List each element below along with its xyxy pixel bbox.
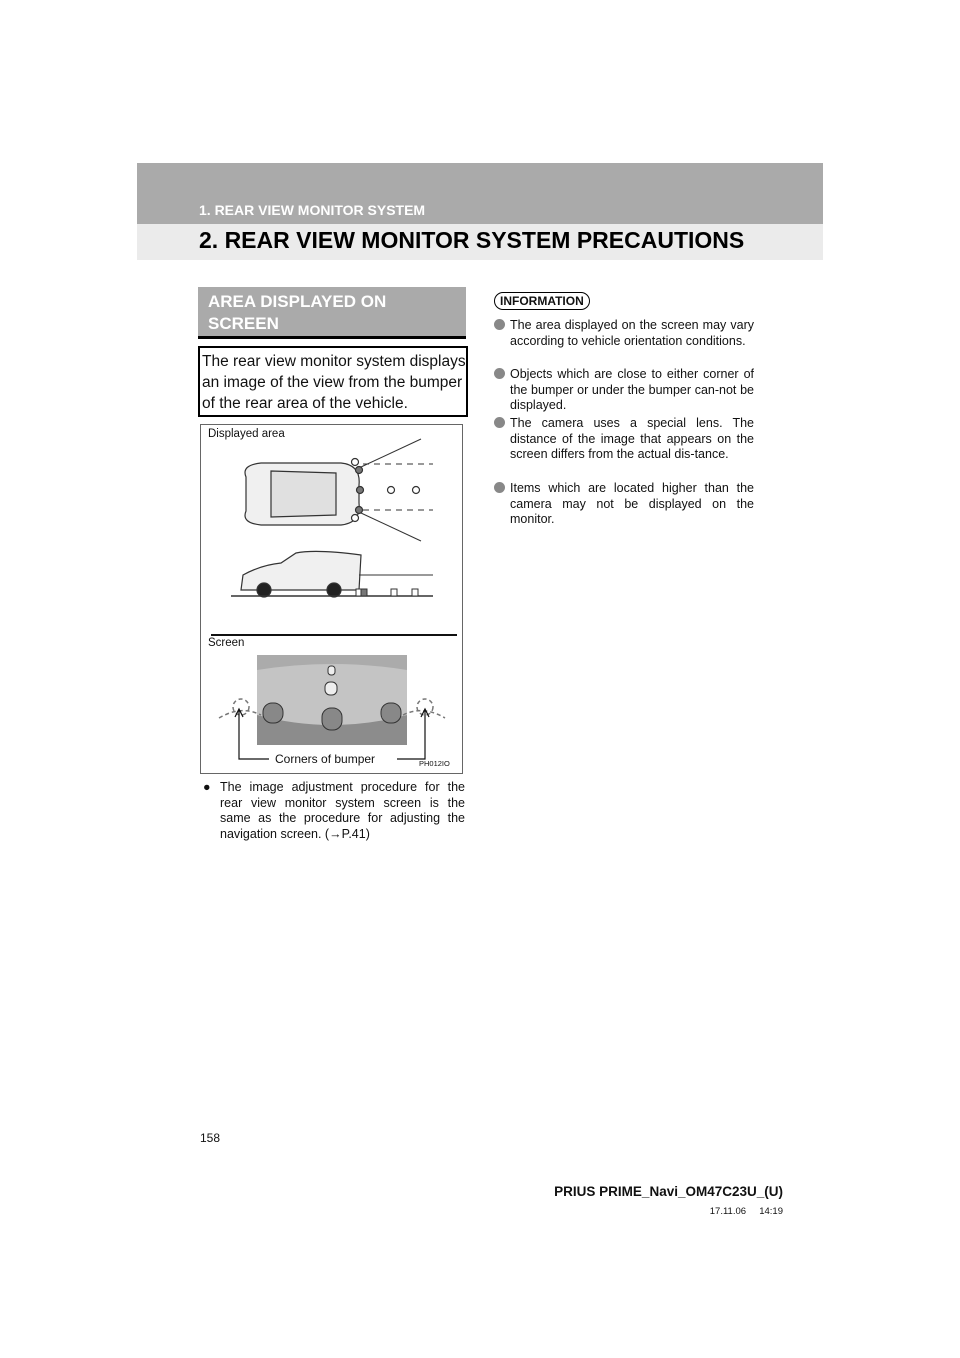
car-top-view bbox=[245, 463, 359, 525]
bullet-icon bbox=[494, 368, 505, 379]
timestamp: 17.11.06 14:19 bbox=[709, 1206, 783, 1217]
page-title: 2. REAR VIEW MONITOR SYSTEM PRECAUTIONS bbox=[199, 227, 745, 253]
section-title: 1. REAR VIEW MONITOR SYSTEM bbox=[199, 202, 426, 218]
view-lines bbox=[361, 439, 433, 541]
summary-box: The rear view monitor system displays an image of the view from the bumper of the rear area of the vehicle. bbox=[198, 346, 468, 417]
monitor-screen bbox=[219, 655, 445, 745]
information-label: INFORMATION bbox=[494, 292, 590, 310]
displayed-area-label: Displayed area bbox=[208, 428, 285, 440]
adjustment-note-text: The image adjustment procedure for the rear view monitor system screen is the same as the procedure for adjusting the navigation screen. (→P.41) bbox=[220, 780, 465, 841]
adjustment-note bbox=[203, 780, 465, 842]
screen-label: Screen bbox=[208, 637, 245, 649]
bullet-icon bbox=[494, 319, 505, 330]
area-heading: AREA DISPLAYED ON SCREEN bbox=[208, 292, 387, 333]
bullet-icon bbox=[494, 417, 505, 428]
marker-circles bbox=[352, 459, 420, 522]
page-number: 158 bbox=[200, 1131, 221, 1145]
document-id: PRIUS PRIME_Navi_OM47C23U_(U) bbox=[554, 1184, 783, 1199]
bullet-icon bbox=[494, 482, 505, 493]
info-item: Items which are located higher than the camera may not be displayed on the monitor. bbox=[494, 481, 754, 528]
car-side-view bbox=[241, 551, 361, 597]
area-heading-box bbox=[198, 287, 466, 339]
corners-of-bumper-label: Corners of bumper bbox=[275, 752, 376, 766]
displayed-area-figure bbox=[200, 424, 463, 774]
info-item: Objects which are close to either corner of the bumper or under the bumper can-not be displayed. bbox=[494, 367, 754, 414]
info-item: The camera uses a special lens. The distance of the image that appears on the screen differs from the actual dis-tance. bbox=[494, 416, 754, 463]
figure-illustration bbox=[201, 425, 462, 773]
figure-code: PH012IO bbox=[419, 759, 450, 768]
bullet-icon: ● bbox=[203, 780, 211, 794]
info-item: The area displayed on the screen may vary according to vehicle orientation conditions. bbox=[494, 318, 754, 349]
